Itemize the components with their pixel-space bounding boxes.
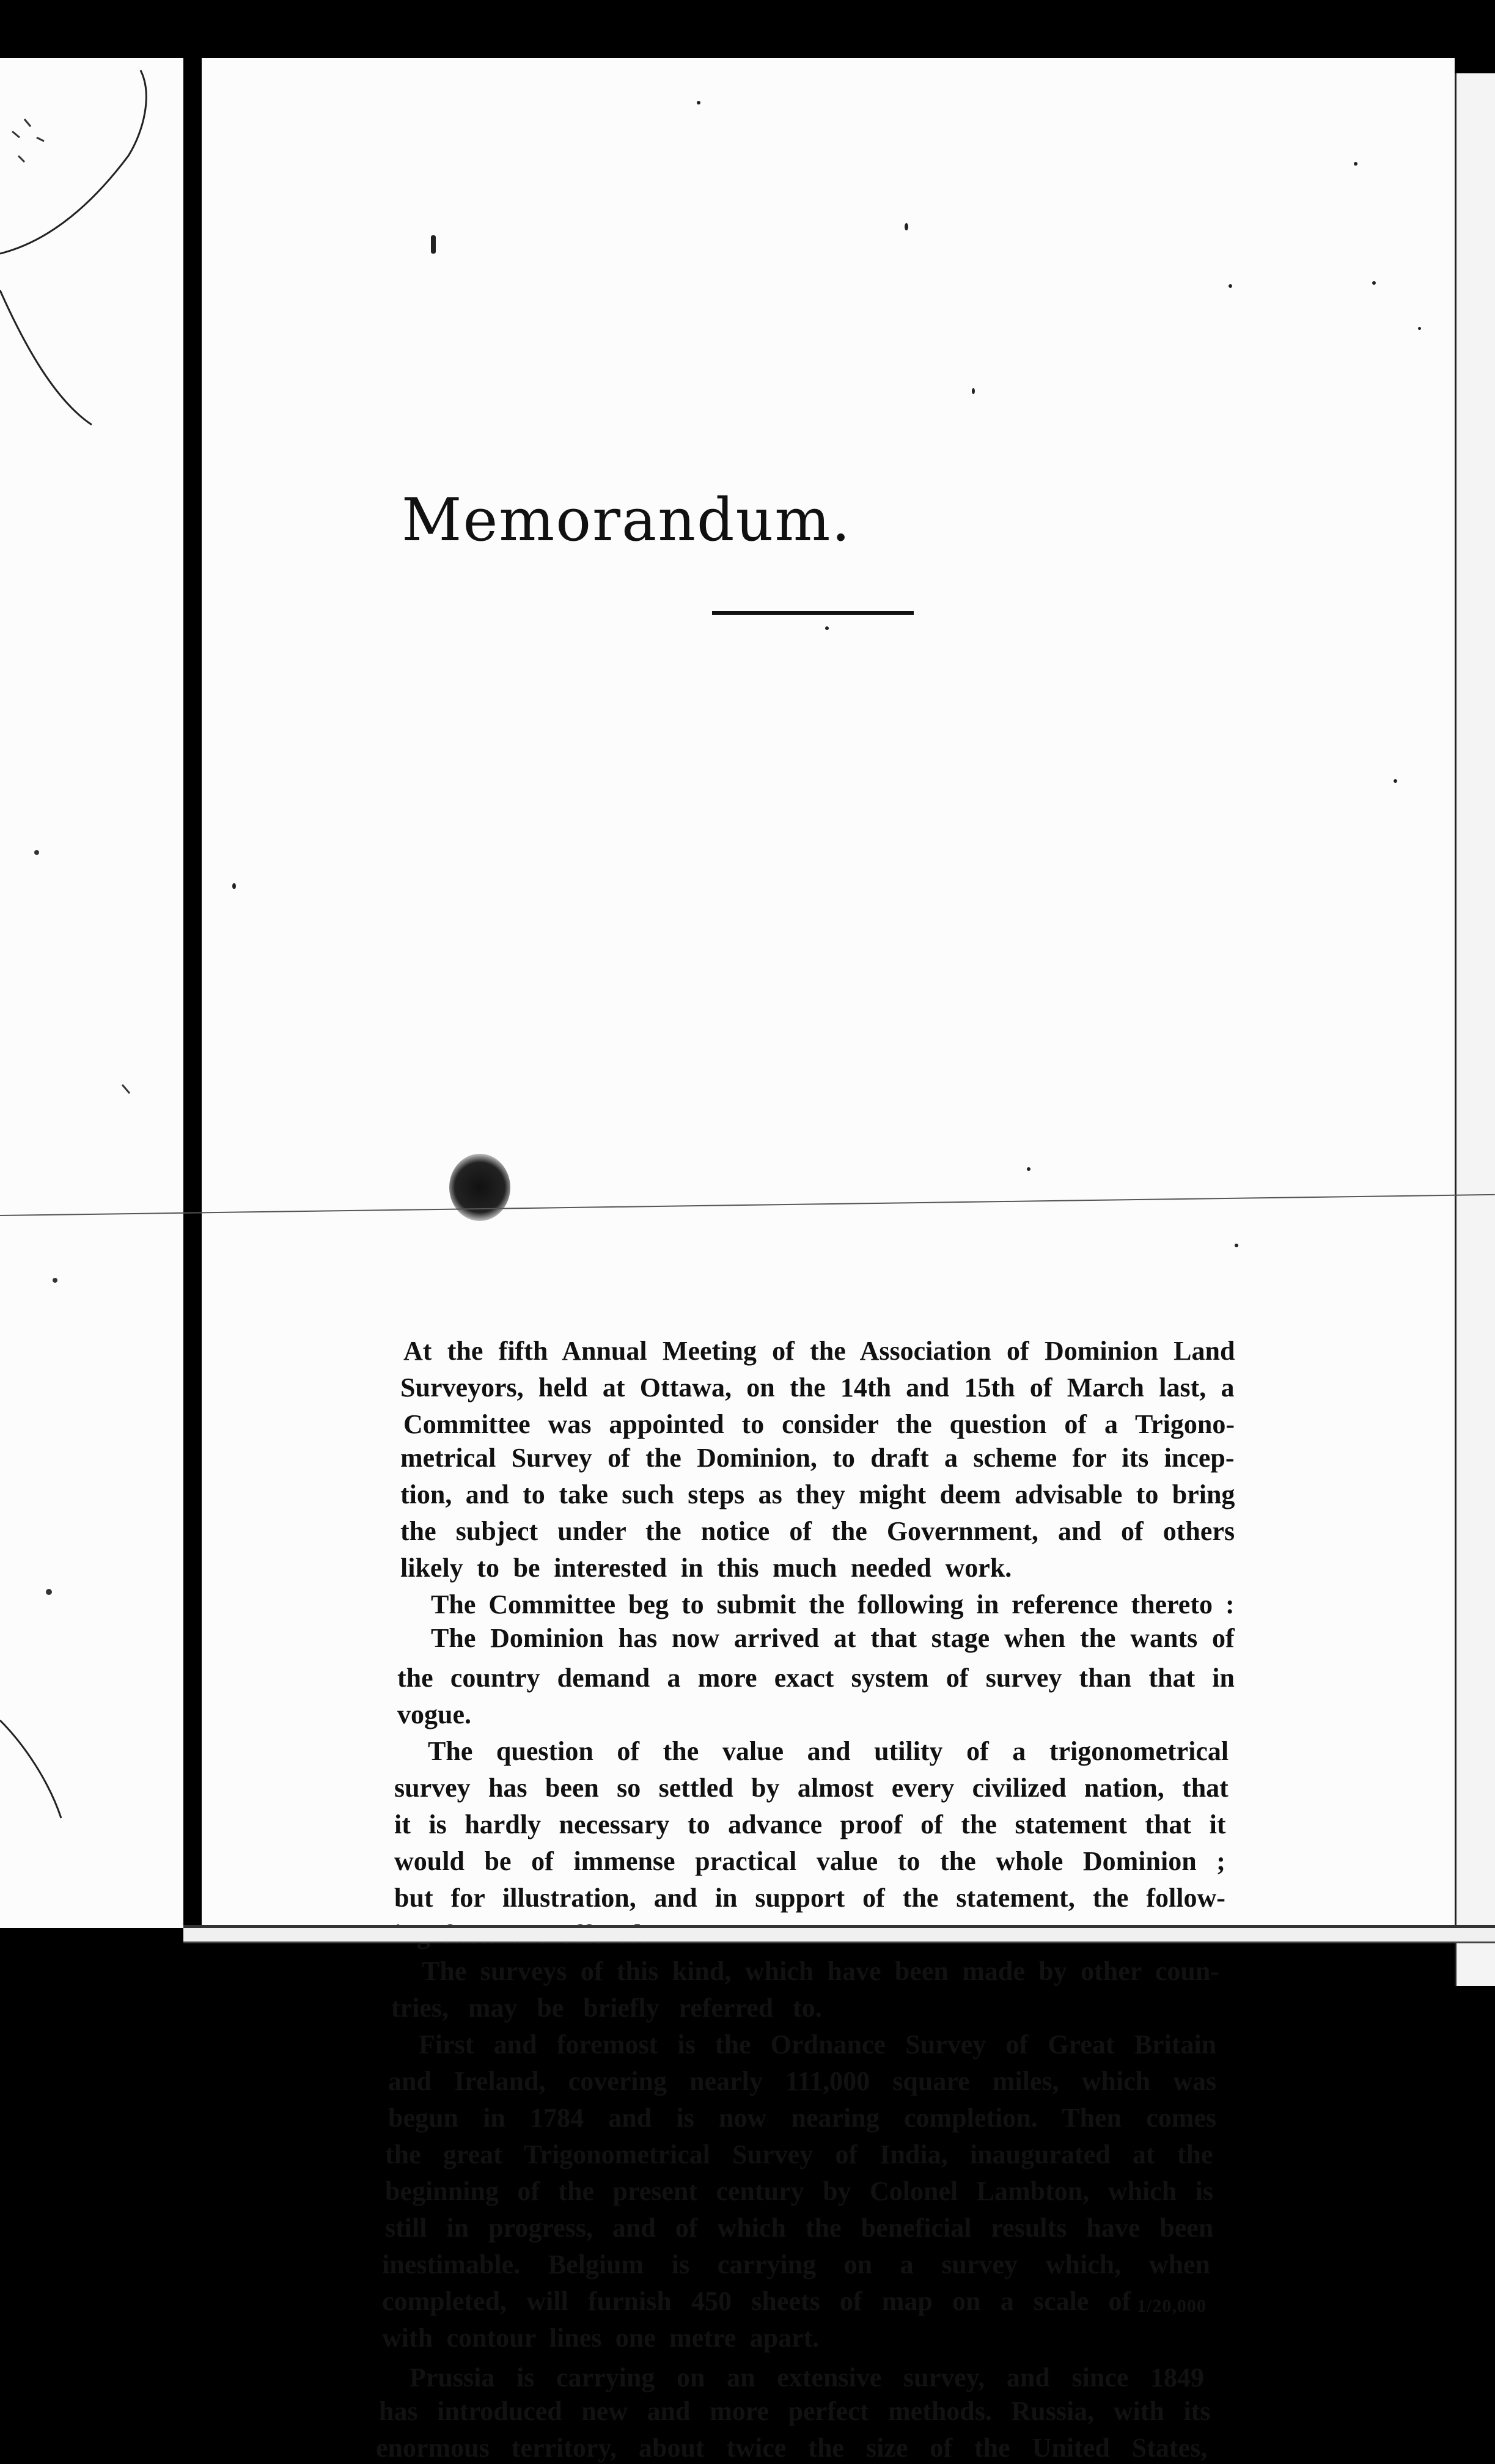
text-line: would be of immense practical value to the whole Dominion ; [394,1846,1225,1876]
text-line: begun in 1784 and is now nearing completion. Then comes [388,2103,1217,2133]
text-line: Committee was appointed to consider the question of a Trigono- [403,1409,1235,1439]
ink-speck [1229,284,1232,288]
scale-fraction: 1/20,000 [1137,2296,1207,2316]
text-line: the subject under the notice of the Government, and of others [400,1516,1235,1546]
text-line: Surveyors, held at Ottawa, on the 14th and 15th of March last, a [400,1373,1235,1402]
ink-speck [905,223,908,230]
text-line: the great Trigonometrical Survey of India, inaugurated at the [385,2140,1213,2169]
text-line: with contour lines one metre apart. [382,2323,820,2353]
page-bottom-border [183,1925,1495,1943]
text-line: enormous territory, about twice the size of the United States, [376,2433,1208,2463]
text-line: The surveys of this kind, which have been made by other coun- [422,1956,1219,1986]
text-line: the country demand a more exact system of survey than that in [397,1663,1235,1693]
text-line: tries, may be briefly referred to. [391,1993,822,2023]
text-line: inestimable. Belgium is carrying on a survey which, when [382,2250,1211,2279]
text-line: The question of the value and utility of a trigonometrical [428,1736,1229,1766]
text-line: At the fifth Annual Meeting of the Association of Dominion Land [403,1336,1235,1366]
title-underline [712,611,914,615]
memorandum-body [0,660,1495,2463]
text-line: First and foremost is the Ordnance Survey of Great Britain [419,2030,1217,2059]
text-line: The Committee beg to submit the following in reference thereto : [431,1590,1235,1619]
text-line: but for illustration, and in support of the statement, the follow- [394,1883,1225,1913]
text-line: The Dominion has now arrived at that stage when the wants of [431,1623,1235,1653]
ink-speck [1354,162,1357,166]
text-line: likely to be interested in this much needed work. [400,1553,1012,1583]
ink-speck [431,235,436,254]
ink-speck [1372,281,1376,285]
text-line: still in progress, and of which the beneficial results have been [385,2213,1214,2243]
text-line: survey has been so settled by almost every civilized nation, that [394,1773,1229,1803]
ink-speck [697,101,700,105]
page-title: Memorandum. [402,486,851,554]
text-line: it is hardly necessary to advance proof of the statement that it [394,1810,1226,1839]
ink-speck [972,388,975,394]
text-line: tion, and to take such steps as they might deem advisable to bring [400,1480,1235,1509]
text-line: and Ireland, covering nearly 111,000 square miles, which was [388,2066,1217,2096]
text-line: beginning of the present century by Colonel Lambton, which is [385,2176,1213,2206]
text-line: completed, will furnish 450 sheets of map on a scale of [382,2286,1131,2316]
text-line: Prussia is carrying on an extensive survey, and since 1849 [410,2363,1205,2392]
ink-speck [825,626,829,630]
text-line: metrical Survey of the Dominion, to draft a scheme for its incep- [400,1443,1235,1473]
text-line: has introduced new and more perfect methods. Russia, with its [379,2396,1211,2426]
text-line: vogue. [397,1700,471,1729]
ink-speck [1418,327,1421,330]
